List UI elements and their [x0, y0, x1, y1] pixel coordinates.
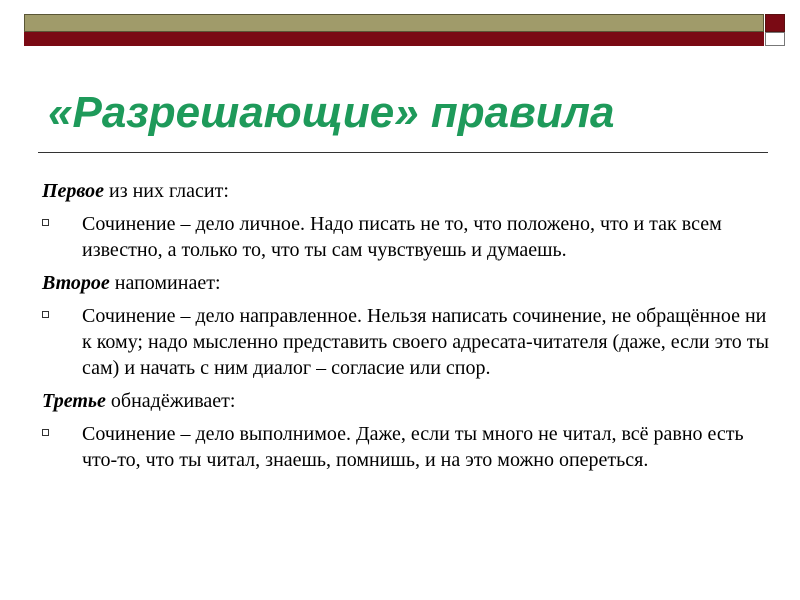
- header-square-maroon: [765, 14, 785, 32]
- header-square-white: [765, 32, 785, 46]
- header-bar-olive: [24, 14, 764, 32]
- rule-bullet-text-2: Сочинение – дело направленное. Нельзя написать сочинение, не обращённое ни к кому; надо мысленно представить своего адресата-читателя (даже, если это ты сам) и начать с ним диалог – согласие или спор.: [82, 305, 769, 379]
- rule-lead-3: Третье: [42, 390, 106, 412]
- rule-bullet-text-1: Сочинение – дело личное. Надо писать не то, что положено, что и так всем известно, а только то, что ты сам чувствуешь и думаешь.: [82, 213, 722, 261]
- rule-intro-3: [42, 388, 780, 414]
- slide-body: [42, 178, 780, 480]
- rule-lead-1: Первое: [42, 180, 104, 202]
- rule-lead-2: Второе: [42, 272, 110, 294]
- square-bullet-icon: [42, 429, 49, 436]
- rule-bullet-3: [42, 421, 780, 473]
- rule-bullet-2: [42, 303, 780, 381]
- rule-intro-text-1: из них гласит:: [103, 180, 229, 202]
- slide-title: «Разрешающие» правила: [48, 88, 615, 137]
- square-bullet-icon: [42, 311, 49, 318]
- rule-intro-text-3: обнадёживает:: [105, 390, 236, 412]
- rule-bullet-text-3: Сочинение – дело выполнимое. Даже, если ты много не читал, всё равно есть что-то, что ты читал, знаешь, помнишь, и на это можно опереться.: [82, 423, 744, 471]
- rule-bullet-1: [42, 211, 780, 263]
- rule-intro-text-2: напоминает:: [109, 272, 221, 294]
- square-bullet-icon: [42, 219, 49, 226]
- rule-intro-1: [42, 178, 780, 204]
- header-bar-maroon: [24, 32, 764, 46]
- title-divider: [38, 152, 768, 153]
- rule-intro-2: [42, 270, 780, 296]
